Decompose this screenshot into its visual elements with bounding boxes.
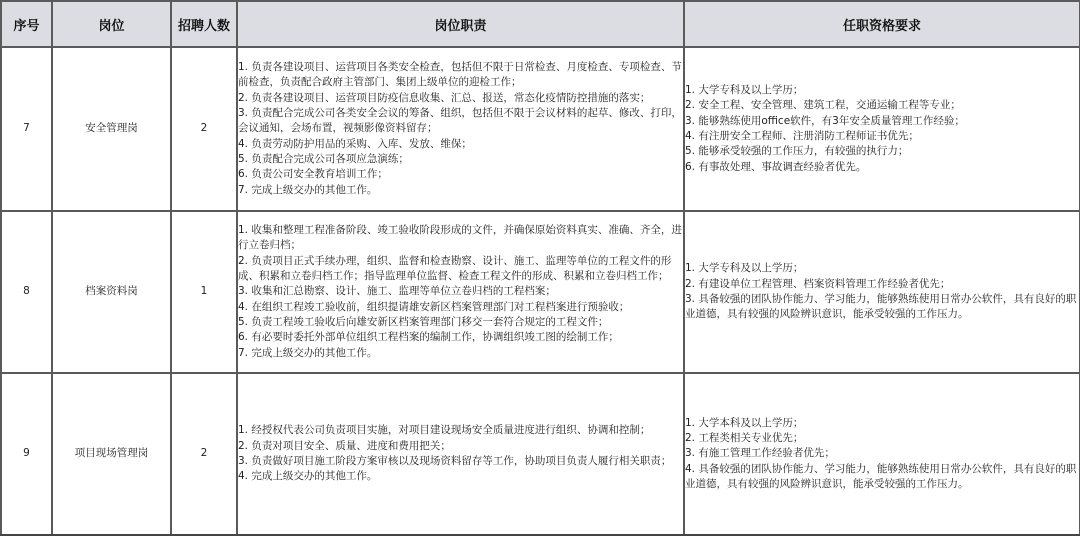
duty-item: 2. 负责对项目安全、质量、进度和费用把关； [238,439,451,452]
duty-item: 4. 负责劳动防护用品的采购、入库、发放、维保； [238,137,472,150]
requirement-item: 1. 大学本科及以上学历； [685,416,804,429]
table-row [1,47,1080,211]
duty-item: 7. 完成上级交办的其他工作。 [238,183,378,196]
cell-index: 7 [1,47,52,211]
duty-item: 7. 完成上级交办的其他工作。 [238,346,378,359]
requirement-item: 3. 有施工管理工作经验者优先； [685,447,835,460]
duty-item: 4. 完成上级交办的其他工作。 [238,470,378,483]
cell-duties [237,373,684,535]
duty-item: 1. 收集和整理工程准备阶段、竣工验收阶段形成的文件，并确保原始资料真实、准确、齐全，进行立卷归档； [238,224,682,252]
cell-headcount: 1 [171,211,237,373]
cell-requirements [684,211,1080,373]
cell-position: 档案资料岗 [52,211,171,373]
duty-item: 3. 负责配合完成公司各类安全会议的筹备、组织，包括但不限于会议材料的起草、修改、打印，会议通知，会场布置，视频影像资料留存； [238,107,682,135]
duty-item: 2. 负责各建设项目、运营项目防疫信息收集、汇总、报送，常态化疫情防控措施的落实； [238,91,651,104]
cell-headcount: 2 [171,47,237,211]
header-duties: 岗位职责 [237,1,684,47]
cell-index: 8 [1,211,52,373]
duty-item: 1. 经授权代表公司负责项目实施，对项目建设现场安全质量进度进行组织、协调和控制； [238,424,651,437]
requirement-item: 1. 大学专科及以上学历； [685,262,804,275]
requirement-item: 3. 具备较强的团队协作能力、学习能力，能够熟练使用日常办公软件，具有良好的职业道德，具有较强的风险辨识意识，能承受较强的工作压力。 [685,293,1077,321]
cell-requirements [684,47,1080,211]
duty-item: 5. 负责配合完成公司各项应急演练； [238,152,409,165]
duty-item: 3. 负责做好项目施工阶段方案审核以及现场资料留存等工作，协助项目负责人履行相关职责； [238,455,672,467]
duty-item: 6. 负责公司安全教育培训工作； [238,168,388,181]
cell-headcount: 2 [171,373,237,535]
requirement-item: 6. 有事故处理、事故调查经验者优先。 [685,160,867,173]
duty-item: 1. 负责各建设项目、运营项目各类安全检查，包括但不限于日常检查、月度检查、专项检查、节前检查，负责配合政府主管部门、集团上级单位的迎检工作； [238,61,682,89]
header-position: 岗位 [52,1,171,47]
requirement-item: 5. 能够承受较强的工作压力，有较强的执行力； [685,145,909,158]
cell-requirements [684,373,1080,535]
cell-duties [237,47,684,211]
requirement-item: 1. 大学专科及以上学历； [685,84,804,97]
duty-item: 5. 负责工程竣工验收后向雄安新区档案管理部门移交一套符合规定的工程文件； [238,315,609,328]
duty-item: 2. 负责项目正式手续办理，组织、监督和检查勘察、设计、施工、监理等单位的工程文件的形成、积累和立卷归档工作；指导监理单位监督、检查工程文件的形成、积累和立卷归档工作； [238,254,672,283]
table-header-row [1,1,1080,47]
header-requirements: 任职资格要求 [684,1,1080,47]
requirement-item: 4. 具备较强的团队协作能力、学习能力，能够熟练使用日常办公软件，具有良好的职业道德，具有较强的风险辨识意识，能承受较强的工作压力。 [685,462,1077,490]
cell-index: 9 [1,373,52,535]
duty-item: 6. 有必要时委托外部单位组织工程档案的编制工作，协调组织竣工图的绘制工作； [238,331,619,344]
requirement-item: 4. 有注册安全工程师、注册消防工程师证书优先； [685,130,919,142]
requirement-item: 2. 有建设单位工程管理、档案资料管理工作经验者优先； [685,277,951,290]
header-headcount: 招聘人数 [171,1,237,47]
header-index: 序号 [1,1,52,47]
requirement-item: 2. 安全工程、安全管理、建筑工程，交通运输工程等专业； [685,99,961,112]
table-row [1,373,1080,535]
duty-item: 3. 收集和汇总勘察、设计、施工、监理等单位立卷归档的工程档案； [238,285,556,298]
requirement-item: 3. 能够熟练使用office软件，有3年安全质量管理工作经验； [685,114,965,127]
cell-position: 安全管理岗 [52,47,171,211]
requirement-item: 2. 工程类相关专业优先； [685,432,804,445]
duty-item: 4. 在组织工程竣工验收前，组织提请雄安新区档案管理部门对工程档案进行预验收； [238,300,630,313]
table-row [1,211,1080,373]
cell-duties [237,211,684,373]
cell-position: 项目现场管理岗 [52,373,171,535]
